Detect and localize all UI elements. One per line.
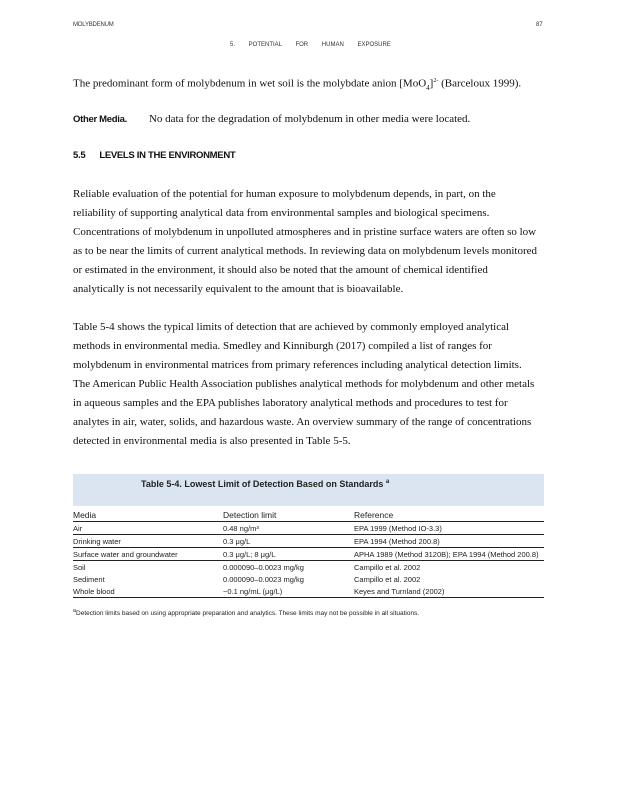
cell-media: Surface water and groundwater <box>73 548 223 561</box>
cell-limit: 0.000090–0.0023 mg/kg <box>223 563 304 572</box>
cell-limit: 0.000090–0.0023 mg/kg <box>223 575 304 584</box>
section-heading <box>73 150 235 161</box>
paragraph-line: methods in environmental media. Smedley and Kinniburgh (2017) compiled a list of ranges for <box>73 340 492 352</box>
cell-media: Drinking water <box>73 535 223 548</box>
paragraph-line: Concentrations of molybdenum in unpolluted atmospheres and in pristine surface waters are often so low <box>73 226 537 238</box>
table-header-row <box>73 506 544 522</box>
cell-limit: 0.48 ng/m³ <box>223 522 354 535</box>
cell-reference: EPA 1994 (Method 200.8) <box>354 535 544 548</box>
table-row <box>73 561 544 574</box>
other-media-label: Other Media. <box>73 114 127 125</box>
cell-limit: ~0.1 ng/mL (μg/L) <box>223 585 354 598</box>
reliability-paragraph <box>73 185 553 299</box>
intro-subscript: 4 <box>426 83 430 92</box>
table-row <box>73 573 544 585</box>
cell-media: Air <box>73 522 223 535</box>
table-row <box>73 548 544 561</box>
cell-reference: Keyes and Turnland (2002) <box>354 585 544 598</box>
section-title: LEVELS IN THE ENVIRONMENT <box>99 150 236 161</box>
paragraph-line: Reliable evaluation of the potential for human exposure to molybdenum depends, in part, on the <box>73 188 496 200</box>
cell-media: Soil <box>73 563 86 572</box>
cell-reference: APHA 1989 (Method 3120B); EPA 1994 (Method 200.8) <box>354 548 544 561</box>
paragraph-line: as to be near the limits of current analytical methods. In reviewing data on molybdenum levels monitored <box>73 245 538 257</box>
header-media: Media <box>73 506 223 522</box>
paragraph-line: molybdenum in environmental matrices from primary references including analytical detection limits. <box>73 359 522 371</box>
paragraph-line: analytes in air, water, solids, and hazardous waste. An overview summary of the range of concentrations <box>73 416 532 428</box>
paragraph-line: in aqueous samples and the EPA publishes laboratory analytical methods and procedures to test for <box>73 397 508 409</box>
data-table <box>73 506 544 598</box>
paragraph-line: detected in environmental media is also presented in Table 5-5. <box>73 435 351 447</box>
table-row <box>73 522 544 535</box>
section-number: 5.5 <box>73 150 86 161</box>
intro-paragraph: The predominant form of molybdenum in wet soil is the molybdate anion $[MoO_4]^{2-}$ (Barceloux 1999). <box>73 77 522 92</box>
detection-methods-paragraph <box>73 318 553 451</box>
table-row <box>73 585 544 598</box>
page-number: 87 <box>536 22 543 28</box>
table-caption-note: a <box>385 479 390 485</box>
paragraph-line: or estimated in the environment, it should also be noted that the amount of chemical identified <box>73 264 488 276</box>
paragraph-line: reliability of supporting analytical data from environmental samples and biological specimens. <box>73 207 490 219</box>
cell-reference: Campillo et al. 2002 <box>354 575 421 584</box>
detection-limits-table <box>73 474 544 619</box>
intro-citation: (Barceloux 1999). <box>438 77 522 90</box>
cell-limit: 0.3 μg/L; 8 μg/L <box>223 548 354 561</box>
other-media-paragraph <box>73 110 553 129</box>
chapter-heading: 5. POTENTIAL FOR HUMAN EXPOSURE <box>230 42 391 48</box>
cell-media: Whole blood <box>73 585 223 598</box>
intro-text: The predominant form of molybdenum in wet soil is the molybdate anion [MoO <box>73 77 427 90</box>
table-footnote: $^a$Detection limits based on using appropriate preparation and analytics. These limits may not be possible in all situations. <box>73 608 420 618</box>
running-header-title: MOLYBDENUM <box>73 22 114 28</box>
cell-limit: 0.3 μg/L <box>223 535 354 548</box>
intro-superscript: 2- <box>433 78 439 84</box>
cell-reference: EPA 1999 (Method IO-3.3) <box>354 522 544 535</box>
header-detection-limit: Detection limit <box>223 506 354 522</box>
other-media-text: No data for the degradation of molybdenum in other media were located. <box>148 113 471 125</box>
table-caption <box>73 474 544 506</box>
paragraph-line: The American Public Health Association publishes analytical methods for molybdenum and other metals <box>73 378 535 390</box>
table-row <box>73 535 544 548</box>
cell-media: Sediment <box>73 575 105 584</box>
paragraph-line: Table 5-4 shows the typical limits of detection that are achieved by commonly employed analytical <box>73 321 510 333</box>
cell-reference: Campillo et al. 2002 <box>354 563 421 572</box>
table-caption-text: Table 5-4. Lowest Limit of Detection Based on Standards $^a$ <box>141 479 390 489</box>
header-reference: Reference <box>354 506 544 522</box>
paragraph-line: analytically is not necessarily equivalent to the amount that is bioavailable. <box>73 283 404 295</box>
